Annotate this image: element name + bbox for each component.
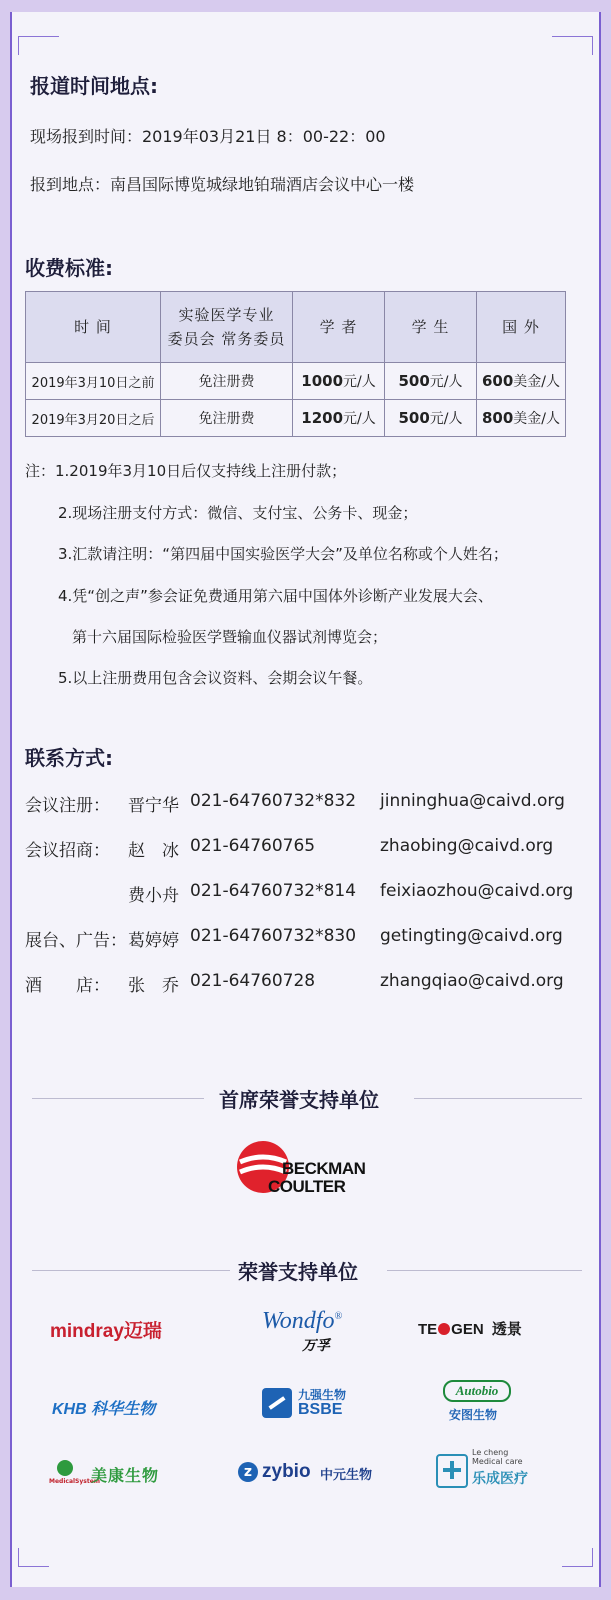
mindray-cn: 迈瑞 [123, 1321, 162, 1342]
header-time: 时 间 [26, 292, 161, 363]
zybio-logo [238, 1460, 378, 1486]
divider-line [414, 1098, 582, 1099]
bsbe-cn: 九强生物 [298, 1388, 347, 1402]
contact-name: 赵 冰 [128, 841, 179, 861]
cell-committee: 免注册费 [161, 400, 293, 437]
beckman-wordmark [268, 1159, 366, 1196]
contact-role: 酒 店： [25, 976, 110, 996]
tegen-a: TE [418, 1321, 438, 1338]
divider-line [387, 1270, 582, 1271]
registration-place: 报到地点：南昌国际博览城绿地铂瑞酒店会议中心一楼 [30, 175, 415, 194]
scholar-amount: 1000 [301, 372, 344, 390]
honor-sponsor-title: 荣誉支持单位 [238, 1260, 358, 1284]
contact-phone: 021-64760732*830 [190, 926, 357, 946]
lecheng-en1: Le cheng [472, 1448, 509, 1457]
mindray-logo [50, 1316, 162, 1343]
wondfo-cn: 万孚 [302, 1338, 330, 1354]
divider-line [32, 1270, 230, 1271]
contact-phone: 021-64760728 [190, 971, 316, 991]
contact-phone: 021-64760732*832 [190, 791, 357, 811]
cell-period: 2019年3月20日之后 [26, 400, 161, 437]
zybio-emblem-icon: z [238, 1462, 258, 1482]
tegen-dot-icon [438, 1323, 450, 1335]
meikang-sub: MedicalSystem [49, 1478, 101, 1485]
note-1: 注：1.2019年3月10日后仅支持线上注册付款； [25, 462, 347, 480]
contact-phone: 021-64760765 [190, 836, 316, 856]
cell-scholar [293, 363, 385, 400]
cell-student [385, 363, 477, 400]
meikang-emblem-icon [57, 1460, 73, 1476]
header-committee [161, 292, 293, 363]
bsbe-en: BSBE [298, 1401, 343, 1418]
contact-name: 晋宁华 [128, 796, 179, 816]
khb-en: KHB [52, 1401, 87, 1418]
tegen-b: GEN [451, 1321, 484, 1338]
contact-name: 葛婷婷 [128, 931, 179, 951]
meikang-logo [47, 1460, 177, 1490]
table-row [26, 400, 566, 437]
cell-committee: 免注册费 [161, 363, 293, 400]
khb-cn: 科华生物 [91, 1401, 156, 1418]
bsbe-emblem-icon [262, 1388, 292, 1418]
cell-scholar [293, 400, 385, 437]
divider-line [32, 1098, 204, 1099]
meikang-cn: 美康生物 [91, 1466, 160, 1485]
contact-email[interactable]: getingting@caivd.org [380, 926, 563, 946]
contact-role: 展台、广告： [25, 931, 127, 951]
foreign-amount: 800 [481, 409, 514, 427]
autobio-cn: 安图生物 [449, 1408, 498, 1422]
corner-ornament [18, 36, 59, 55]
corner-ornament [552, 36, 593, 55]
beckman-line2: COULTER [268, 1177, 346, 1196]
contact-name: 费小舟 [128, 886, 179, 906]
foreign-unit: 美金/人 [513, 374, 561, 390]
fee-table-header [26, 292, 566, 363]
contact-email[interactable]: feixiaozhou@caivd.org [380, 881, 574, 901]
foreign-unit: 美金/人 [513, 411, 561, 427]
note-4: 4.凭“创之声”参会证免费通用第六届中国体外诊断产业发展大会、 [58, 587, 493, 605]
khb-logo [52, 1396, 155, 1419]
beckman-coulter-logo [236, 1138, 386, 1200]
note-5: 5.以上注册费用包含会议资料、会期会议午餐。 [58, 669, 373, 687]
contact-role: 会议注册： [25, 796, 110, 816]
contact-email[interactable]: zhaobing@caivd.org [380, 836, 554, 856]
table-row [26, 363, 566, 400]
note-4-cont: 第十六届国际检验医学暨输血仪器试剂博览会； [72, 628, 388, 646]
bsbe-logo [262, 1386, 362, 1422]
fee-table [25, 291, 566, 437]
student-amount: 500 [398, 409, 430, 427]
cell-period: 2019年3月10日之前 [26, 363, 161, 400]
autobio-logo [443, 1380, 511, 1422]
scholar-amount: 1200 [301, 409, 344, 427]
scholar-unit: 元/人 [343, 374, 376, 390]
contacts-title: 联系方式: [25, 746, 113, 770]
contact-phone: 021-64760732*814 [190, 881, 357, 901]
wondfo-en: Wondfo [262, 1308, 335, 1334]
cell-foreign [477, 363, 566, 400]
wondfo-en-wrap [262, 1308, 342, 1335]
header-committee-line2: 委员会 常务委员 [167, 330, 286, 348]
zybio-en: zybio [262, 1461, 311, 1482]
tegen-logo [418, 1318, 522, 1339]
tegen-cn: 透景 [491, 1320, 522, 1338]
contact-email[interactable]: zhangqiao@caivd.org [380, 971, 564, 991]
lecheng-cn: 乐成医疗 [472, 1471, 528, 1487]
fees-title: 收费标准: [25, 256, 113, 280]
contact-role: 会议招商： [25, 841, 110, 861]
mindray-en: mindray [50, 1321, 124, 1342]
lecheng-en2: Medical care [472, 1457, 523, 1466]
note-3: 3.汇款请注明：“第四届中国实验医学大会”及单位名称或个人姓名； [58, 545, 508, 563]
chief-sponsor-title: 首席荣誉支持单位 [219, 1088, 379, 1112]
header-committee-line1: 实验医学专业 [178, 306, 275, 324]
zybio-cn: 中元生物 [320, 1468, 373, 1483]
student-unit: 元/人 [429, 411, 463, 427]
header-student: 学 生 [385, 292, 477, 363]
corner-ornament [562, 1548, 593, 1567]
registration-time: 现场报到时间：2019年03月21日 8：00-22：00 [30, 127, 386, 146]
lecheng-en [472, 1448, 523, 1466]
beckman-line1: BECKMAN [282, 1159, 366, 1178]
registration-title: 报道时间地点: [30, 74, 158, 98]
header-foreign: 国 外 [477, 292, 566, 363]
scholar-unit: 元/人 [343, 411, 376, 427]
note-2: 2.现场注册支付方式：微信、支付宝、公务卡、现金； [58, 504, 418, 522]
wondfo-logo [262, 1308, 362, 1354]
cell-student [385, 400, 477, 437]
student-unit: 元/人 [429, 374, 463, 390]
header-scholar: 学 者 [293, 292, 385, 363]
student-amount: 500 [398, 372, 430, 390]
lecheng-logo [436, 1448, 536, 1490]
contact-email[interactable]: jinninghua@caivd.org [380, 791, 565, 811]
autobio-en: Autobio [443, 1380, 511, 1402]
foreign-amount: 600 [481, 372, 514, 390]
lecheng-cross-icon [436, 1454, 468, 1488]
cell-foreign [477, 400, 566, 437]
contact-name: 张 乔 [128, 976, 179, 996]
corner-ornament [18, 1548, 49, 1567]
wondfo-mark: ® [334, 1311, 343, 1322]
